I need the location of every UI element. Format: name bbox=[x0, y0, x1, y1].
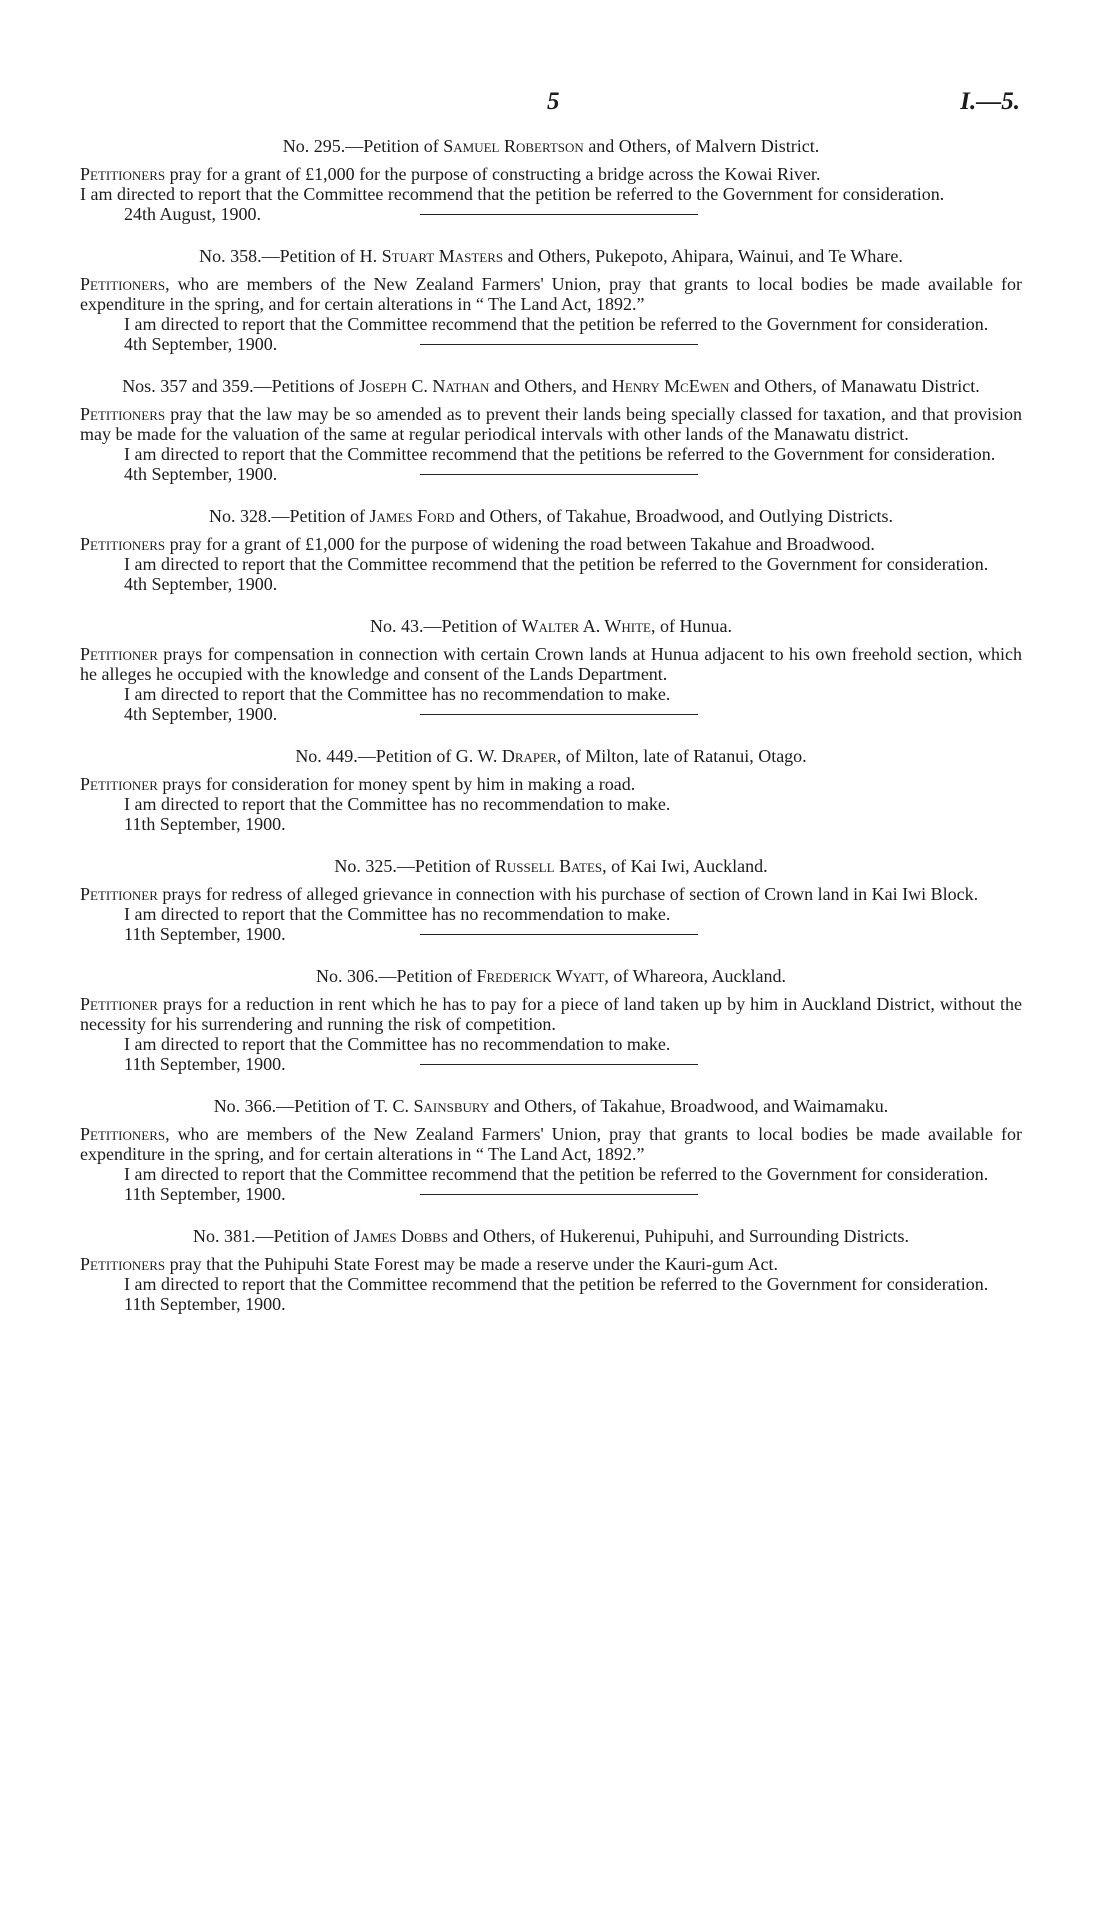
page-header bbox=[80, 88, 1022, 122]
date-row bbox=[80, 814, 1022, 834]
petition-prayer: Petitioners, who are members of the New Zealand Farmers' Union, pray that grants to local bodies be made available for expenditure in the spring, and for certain alterations in “ The Land Act, 1892.” bbox=[80, 274, 1022, 314]
petition-entry bbox=[80, 136, 1022, 224]
petition-title: No. 381.—Petition of James Dobbs and Others, of Hukerenui, Puhipuhi, and Surrounding Districts. bbox=[192, 1226, 910, 1246]
petition-prayer: Petitioners pray for a grant of £1,000 for the purpose of constructing a bridge across the Kowai River. bbox=[80, 164, 821, 184]
series-reference: I.—5. bbox=[960, 88, 1020, 115]
petitions-list bbox=[80, 136, 1022, 1314]
committee-report: I am directed to report that the Committee has no recommendation to make. bbox=[124, 1034, 671, 1054]
committee-report: I am directed to report that the Committee recommend that the petition be referred to the Government for consideration. bbox=[124, 554, 989, 574]
section-divider bbox=[420, 214, 698, 215]
petition-title: No. 449.—Petition of G. W. Draper, of Milton, late of Ratanui, Otago. bbox=[295, 746, 807, 766]
report-date: 11th September, 1900. bbox=[124, 924, 286, 944]
petition-prayer: Petitioner prays for consideration for money spent by him in making a road. bbox=[80, 774, 636, 794]
petition-title: No. 43.—Petition of Walter A. White, of Hunua. bbox=[370, 616, 732, 636]
petition-title: No. 328.—Petition of James Ford and Others, of Takahue, Broadwood, and Outlying Districts. bbox=[209, 506, 893, 526]
petition-title: No. 306.—Petition of Frederick Wyatt, of Whareora, Auckland. bbox=[315, 966, 787, 986]
petition-entry bbox=[80, 616, 1022, 724]
petitioner-name: Samuel Robertson bbox=[443, 136, 584, 156]
petition-prayer: Petitioners pray that the law may be so amended as to prevent their lands being specially classed for taxation, and that provision may be made for the valuation of the same at regular periodical intervals with other lands of the Manawatu district. bbox=[80, 404, 1022, 444]
report-date: 24th August, 1900. bbox=[124, 204, 262, 224]
petition-title: No. 366.—Petition of T. C. Sainsbury and Others, of Takahue, Broadwood, and Waimamaku. bbox=[213, 1096, 889, 1116]
petition-prayer: Petitioners pray that the Puhipuhi State Forest may be made a reserve under the Kauri-gum Act. bbox=[80, 1254, 778, 1274]
committee-report: I am directed to report that the Committee recommend that the petition be referred to the Government for consideration. bbox=[124, 1274, 989, 1294]
section-divider bbox=[420, 1064, 698, 1065]
report-date: 4th September, 1900. bbox=[124, 464, 278, 484]
date-row bbox=[80, 704, 1022, 724]
petitioner-name: Joseph C. Nathan bbox=[358, 376, 490, 396]
petitioner-name: James Ford bbox=[369, 506, 455, 526]
section-divider bbox=[420, 344, 698, 345]
report-date: 4th September, 1900. bbox=[124, 574, 278, 594]
petition-title: No. 325.—Petition of Russell Bates, of Kai Iwi, Auckland. bbox=[334, 856, 768, 876]
petitioner-name: Walter A. White bbox=[521, 616, 651, 636]
petitioner-name: Frederick Wyatt bbox=[476, 966, 605, 986]
date-row bbox=[80, 574, 1022, 594]
petitioner-name: James Dobbs bbox=[353, 1226, 449, 1246]
committee-report: I am directed to report that the Committee has no recommendation to make. bbox=[124, 904, 671, 924]
report-date: 11th September, 1900. bbox=[124, 814, 286, 834]
committee-report: I am directed to report that the Committee has no recommendation to make. bbox=[124, 794, 671, 814]
petition-entry bbox=[80, 856, 1022, 944]
petitioner-name-2: Henry McEwen bbox=[611, 376, 730, 396]
date-row bbox=[80, 1184, 1022, 1204]
petition-entry bbox=[80, 1226, 1022, 1314]
date-row bbox=[80, 924, 1022, 944]
report-date: 11th September, 1900. bbox=[124, 1184, 286, 1204]
section-divider bbox=[420, 714, 698, 715]
report-date: 4th September, 1900. bbox=[124, 704, 278, 724]
report-date: 11th September, 1900. bbox=[124, 1294, 286, 1314]
committee-report: I am directed to report that the Committee recommend that the petitions be referred to the Government for consideration. bbox=[124, 444, 996, 464]
date-row bbox=[80, 1294, 1022, 1314]
committee-report: I am directed to report that the Committee recommend that the petition be referred to the Government for consideration. bbox=[124, 1164, 989, 1184]
petition-entry bbox=[80, 506, 1022, 594]
petition-prayer: Petitioners pray for a grant of £1,000 for the purpose of widening the road between Takahue and Broadwood. bbox=[80, 534, 875, 554]
petition-entry bbox=[80, 246, 1022, 354]
petition-entry bbox=[80, 966, 1022, 1074]
section-divider bbox=[420, 474, 698, 475]
petition-prayer: Petitioner prays for compensation in connection with certain Crown lands at Hunua adjacent to his own freehold section, which he alleges he occupied with the knowledge and consent of the Lands Department. bbox=[80, 644, 1022, 684]
date-row bbox=[80, 204, 1022, 224]
committee-report: I am directed to report that the Committee has no recommendation to make. bbox=[124, 684, 671, 704]
committee-report: I am directed to report that the Committee recommend that the petition be referred to the Government for consideration. bbox=[124, 314, 989, 334]
petition-entry bbox=[80, 1096, 1022, 1204]
petition-title: Nos. 357 and 359.—Petitions of Joseph C. Nathan and Others, and Henry McEwen and Others, of Manawatu District. bbox=[122, 376, 980, 396]
petitioner-name: Sainsbury bbox=[413, 1096, 490, 1116]
petition-prayer: Petitioners, who are members of the New Zealand Farmers' Union, pray that grants to local bodies be made available for expenditure in the spring, and for certain alterations in “ The Land Act, 1892.” bbox=[80, 1124, 1022, 1164]
report-date: 4th September, 1900. bbox=[124, 334, 278, 354]
petition-title: No. 295.—Petition of Samuel Robertson and Others, of Malvern District. bbox=[282, 136, 820, 156]
date-row bbox=[80, 334, 1022, 354]
petition-prayer: Petitioner prays for a reduction in rent which he has to pay for a piece of land taken up by him in Auckland District, without the necessity for his surrendering and running the risk of competition. bbox=[80, 994, 1022, 1034]
petition-entry bbox=[80, 376, 1022, 484]
section-divider bbox=[420, 1194, 698, 1195]
petition-prayer: Petitioner prays for redress of alleged grievance in connection with his purchase of section of Crown land in Kai Iwi Block. bbox=[80, 884, 979, 904]
date-row bbox=[80, 1054, 1022, 1074]
page-number: 5 bbox=[547, 88, 560, 115]
petitioner-name: Draper bbox=[501, 746, 557, 766]
committee-report: I am directed to report that the Committee recommend that the petition be referred to the Government for consideration. bbox=[80, 184, 945, 204]
petition-title: No. 358.—Petition of H. Stuart Masters and Others, Pukepoto, Ahipara, Wainui, and Te Whare. bbox=[199, 246, 903, 266]
petitioner-name: Russell Bates bbox=[494, 856, 603, 876]
petition-entry bbox=[80, 746, 1022, 834]
date-row bbox=[80, 464, 1022, 484]
section-divider bbox=[420, 934, 698, 935]
petitioner-name: Stuart Masters bbox=[381, 246, 504, 266]
report-date: 11th September, 1900. bbox=[124, 1054, 286, 1074]
